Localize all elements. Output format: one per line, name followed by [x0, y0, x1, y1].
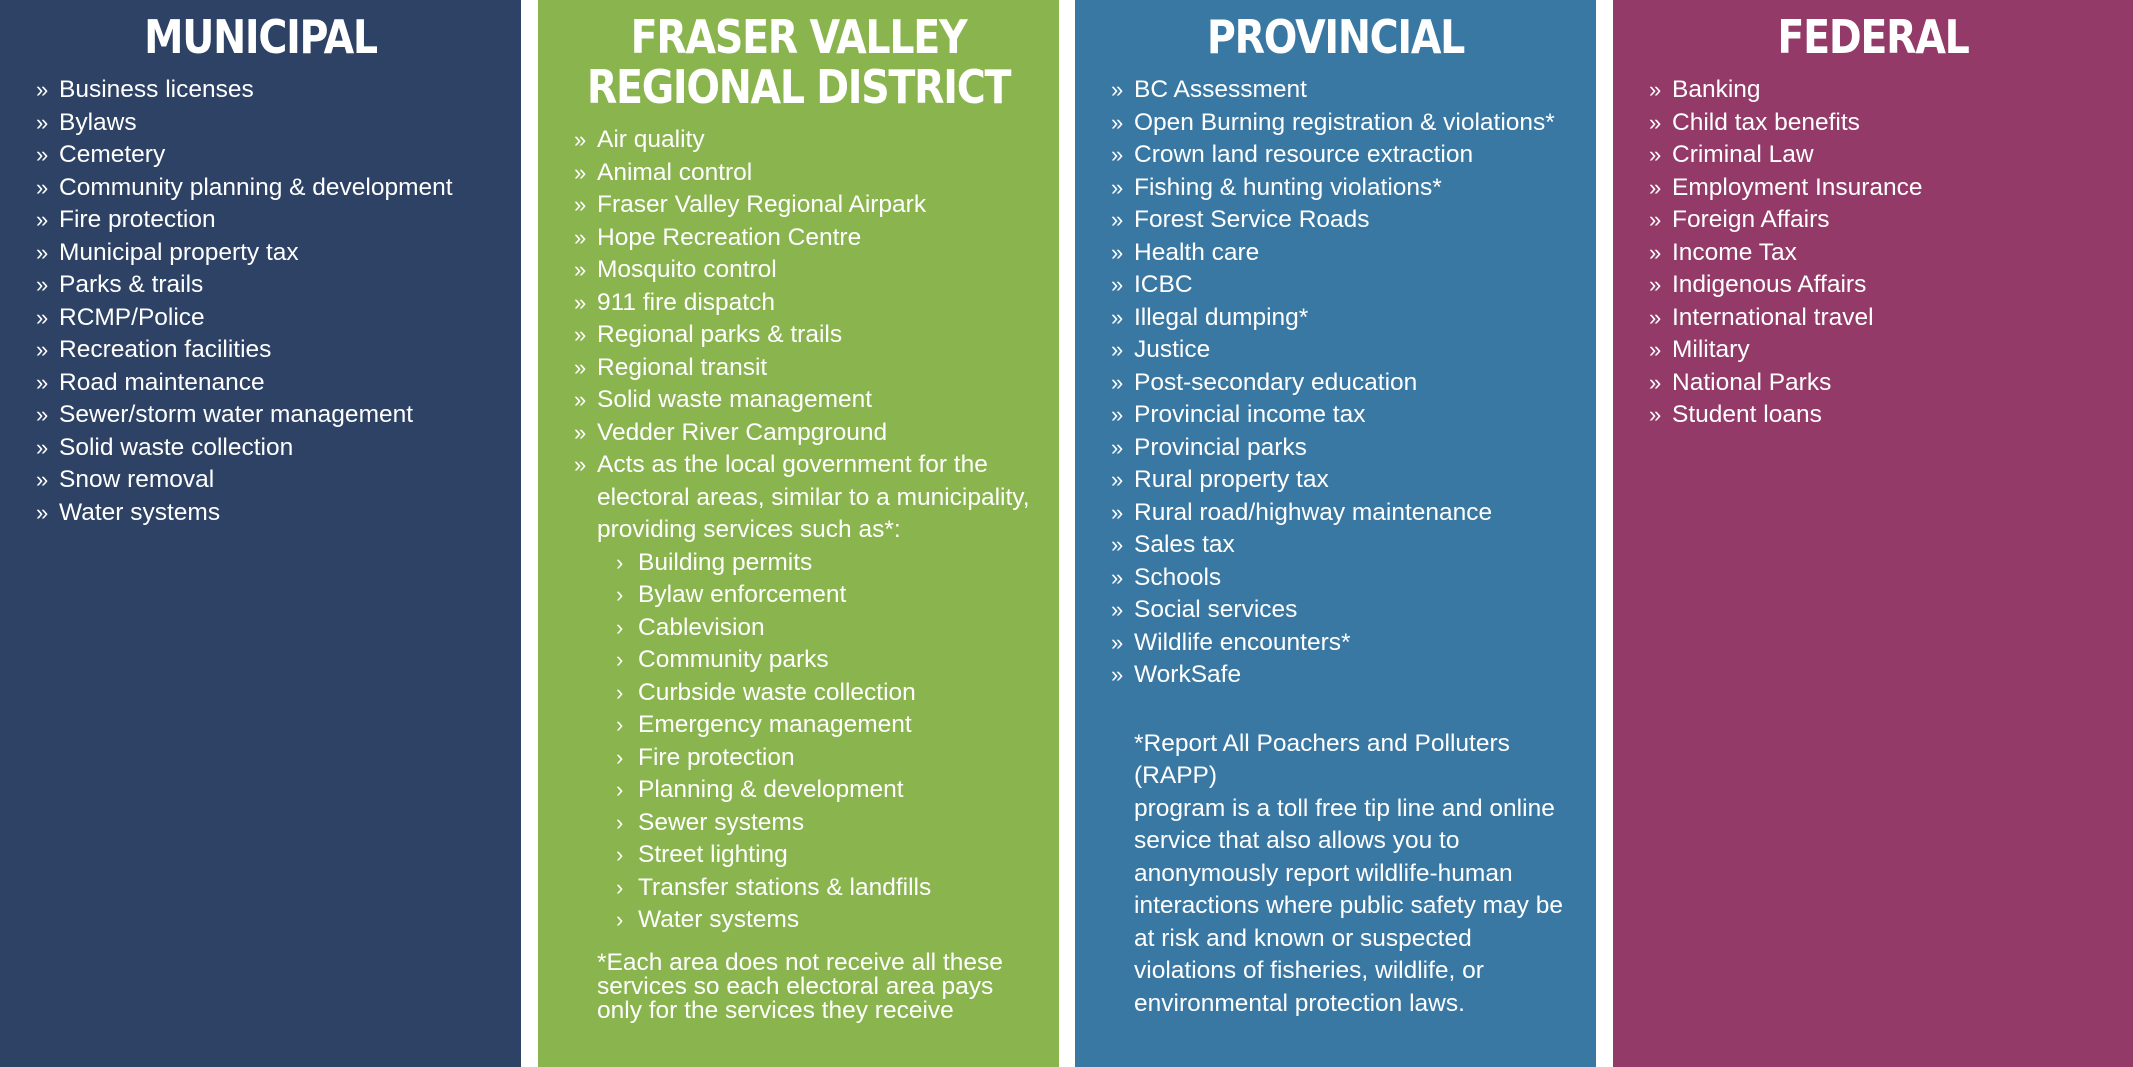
- list-item: [0, 139, 521, 172]
- bullet-icon: »: [36, 109, 49, 135]
- list-item: [1075, 399, 1596, 432]
- list-item: [1613, 204, 2133, 237]
- bullet-icon: »: [1649, 109, 1662, 135]
- list-item-text: Provincial parks: [1134, 433, 1307, 461]
- list-item: [1075, 594, 1596, 627]
- list-item: [1075, 432, 1596, 465]
- list-item-text: Regional transit: [597, 353, 768, 381]
- list-item: [0, 432, 521, 465]
- bullet-icon: »: [1111, 369, 1124, 395]
- list-item-text: Recreation facilities: [59, 336, 272, 363]
- list-item-text: BC Assessment: [1134, 76, 1307, 103]
- list-item-text: National Parks: [1672, 368, 1832, 396]
- bullet-icon: »: [36, 142, 49, 167]
- bullet-icon: »: [1111, 337, 1124, 362]
- list-item-text: Community planning & development: [59, 173, 453, 201]
- list-item-text: Water systems: [638, 906, 800, 933]
- list-item-text: Banking: [1672, 76, 1761, 103]
- list-item: [538, 547, 1059, 580]
- list-item: [1613, 237, 2133, 270]
- fvrd-sub-list: [538, 547, 1059, 937]
- bullet-icon: »: [1111, 272, 1124, 297]
- list-item-text: Business licenses: [59, 76, 254, 103]
- list-item: [538, 287, 1059, 320]
- municipal-title: MUNICIPAL: [144, 10, 377, 64]
- list-item: [1075, 627, 1596, 660]
- bullet-icon: »: [1111, 142, 1124, 167]
- bullet-icon: »: [574, 289, 587, 315]
- bullet-icon: »: [1111, 402, 1124, 427]
- list-item: [1075, 139, 1596, 172]
- list-item-text: Rural road/highway maintenance: [1134, 498, 1493, 526]
- list-item: [1613, 367, 2133, 400]
- bullet-icon: »: [1111, 109, 1124, 135]
- list-item: [1075, 204, 1596, 237]
- bullet-icon: »: [1111, 564, 1124, 590]
- list-item-text: Street lighting: [638, 841, 788, 868]
- list-item: [538, 579, 1059, 612]
- list-item-text: Child tax benefits: [1672, 108, 1860, 136]
- list-item: [0, 74, 521, 107]
- bullet-icon: »: [574, 452, 587, 477]
- bullet-icon: »: [36, 77, 49, 102]
- list-item-text: Curbside waste collection: [638, 678, 916, 706]
- list-item-text: Fishing & hunting violations*: [1134, 173, 1442, 201]
- list-item: [1613, 334, 2133, 367]
- list-item: [1613, 172, 2133, 205]
- list-item-text: Regional parks & trails: [597, 321, 843, 348]
- list-item-text: Income Tax: [1672, 238, 1797, 266]
- list-item: [1075, 529, 1596, 562]
- list-item-text: ICBC: [1134, 271, 1193, 298]
- list-item: [538, 904, 1059, 937]
- sub-bullet-icon: ›: [616, 582, 624, 607]
- list-item-text: Schools: [1134, 563, 1222, 591]
- bullet-icon: »: [36, 207, 49, 232]
- bullet-icon: »: [1649, 272, 1662, 297]
- list-item-text: Mosquito control: [597, 256, 777, 283]
- list-item: [0, 107, 521, 140]
- provincial-column: [1075, 0, 1596, 1067]
- list-item-text: Bylaw enforcement: [638, 581, 847, 608]
- bullet-icon: »: [36, 499, 49, 525]
- bullet-icon: »: [36, 402, 49, 427]
- list-item-text: Criminal Law: [1672, 141, 1814, 168]
- bullet-icon: »: [1649, 239, 1662, 265]
- list-item: [1075, 302, 1596, 335]
- fvrd-local-government-item: [538, 449, 1059, 547]
- list-item: [538, 157, 1059, 190]
- list-item: [538, 254, 1059, 287]
- list-item: [538, 384, 1059, 417]
- list-item-text: International travel: [1672, 303, 1874, 331]
- list-item: [1075, 269, 1596, 302]
- bullet-icon: »: [36, 272, 49, 297]
- list-item: [1075, 334, 1596, 367]
- list-item-text: Forest Service Roads: [1134, 206, 1370, 233]
- bullet-icon: »: [1111, 467, 1124, 492]
- bullet-icon: »: [574, 257, 587, 282]
- bullet-icon: »: [1649, 369, 1662, 395]
- provincial-list: [1075, 74, 1596, 692]
- list-item-text: Sewer/storm water management: [59, 401, 414, 428]
- bullet-icon: »: [1649, 77, 1662, 102]
- list-item-text: Open Burning registration & violations*: [1134, 108, 1555, 136]
- sub-bullet-icon: ›: [616, 874, 624, 900]
- bullet-icon: »: [1111, 239, 1124, 265]
- list-item-text: Wildlife encounters*: [1134, 628, 1351, 656]
- fvrd-title-line2: REGIONAL DISTRICT: [586, 60, 1011, 114]
- list-item: [1075, 464, 1596, 497]
- bullet-icon: »: [1649, 337, 1662, 362]
- list-item: [1075, 107, 1596, 140]
- bullet-icon: »: [574, 354, 587, 380]
- federal-title: FEDERAL: [1777, 10, 1969, 64]
- sub-bullet-icon: ›: [616, 614, 624, 640]
- bullet-icon: »: [1111, 304, 1124, 330]
- bullet-icon: »: [1649, 304, 1662, 330]
- bullet-icon: »: [574, 192, 587, 217]
- list-item: [0, 269, 521, 302]
- list-item: [1613, 399, 2133, 432]
- fvrd-title-line1: FRASER VALLEY: [630, 10, 967, 64]
- municipal-list: [0, 74, 521, 529]
- list-item-text: Military: [1672, 336, 1750, 363]
- list-item-text: Solid waste collection: [59, 433, 294, 461]
- bullet-icon: »: [1111, 629, 1124, 655]
- fvrd-list: [538, 124, 1059, 547]
- bullet-icon: »: [1111, 77, 1124, 102]
- fvrd-title: [574, 0, 1022, 112]
- list-item: [538, 319, 1059, 352]
- sub-bullet-icon: ›: [616, 809, 624, 835]
- list-item-text: Vedder River Campground: [597, 418, 888, 446]
- bullet-icon: »: [36, 434, 49, 460]
- bullet-icon: »: [1649, 174, 1662, 200]
- list-item: [538, 352, 1059, 385]
- federal-column: [1613, 0, 2133, 1067]
- list-item-text: Social services: [1134, 596, 1298, 623]
- list-item: [538, 677, 1059, 710]
- bullet-icon: »: [1111, 662, 1124, 687]
- bullet-icon: »: [36, 467, 49, 492]
- bullet-icon: »: [574, 387, 587, 412]
- list-item: [1075, 74, 1596, 107]
- bullet-icon: »: [36, 174, 49, 200]
- list-item: [0, 204, 521, 237]
- list-item: [1075, 562, 1596, 595]
- list-item-text: Health care: [1134, 238, 1260, 266]
- list-item: [538, 222, 1059, 255]
- bullet-icon: »: [574, 159, 587, 185]
- list-item-text: Emergency management: [638, 711, 912, 738]
- list-item: [1075, 237, 1596, 270]
- list-item: [1613, 74, 2133, 107]
- bullet-icon: »: [1111, 207, 1124, 232]
- list-item-text: Provincial income tax: [1134, 401, 1366, 428]
- list-item: [538, 124, 1059, 157]
- list-item-text: Water systems: [59, 498, 221, 526]
- list-item-text: Bylaws: [59, 108, 137, 136]
- list-item-text: Air quality: [597, 126, 705, 153]
- list-item: [538, 709, 1059, 742]
- sub-bullet-icon: ›: [616, 777, 624, 802]
- bullet-icon: »: [1111, 597, 1124, 622]
- sub-bullet-icon: ›: [616, 647, 624, 672]
- list-item: [1075, 172, 1596, 205]
- list-item-text: Student loans: [1672, 401, 1822, 428]
- bullet-icon: »: [1111, 499, 1124, 525]
- sub-bullet-icon: ›: [616, 712, 624, 737]
- list-item-text: Illegal dumping*: [1134, 303, 1309, 331]
- list-item: [538, 612, 1059, 645]
- bullet-icon: »: [1111, 174, 1124, 200]
- list-item: [0, 464, 521, 497]
- list-item-text: Parks & trails: [59, 271, 204, 298]
- list-item: [0, 334, 521, 367]
- list-item-text: Solid waste management: [597, 386, 873, 413]
- list-item: [0, 302, 521, 335]
- bullet-icon: »: [1649, 402, 1662, 427]
- bullet-icon: »: [36, 304, 49, 330]
- list-item: [538, 644, 1059, 677]
- bullet-icon: »: [36, 337, 49, 362]
- bullet-icon: »: [574, 322, 587, 347]
- list-item: [1613, 269, 2133, 302]
- provincial-title: PROVINCIAL: [1206, 10, 1465, 64]
- list-item-text: Rural property tax: [1134, 466, 1329, 493]
- list-item-text: Animal control: [597, 158, 753, 186]
- bullet-icon: »: [1111, 434, 1124, 460]
- bullet-icon: »: [1649, 207, 1662, 232]
- list-item-text: Fire protection: [638, 743, 795, 771]
- rapp-note: [1075, 728, 1596, 1021]
- list-item-text: 911 fire dispatch: [597, 288, 775, 316]
- list-item-text: WorkSafe: [1134, 661, 1242, 688]
- federal-list: [1613, 74, 2133, 432]
- list-item-text: Justice: [1134, 336, 1211, 363]
- list-item: [1075, 497, 1596, 530]
- list-item-text: Foreign Affairs: [1672, 206, 1830, 233]
- bullet-icon: »: [574, 224, 587, 250]
- list-item-text: Snow removal: [59, 466, 215, 493]
- bullet-icon: »: [574, 127, 587, 152]
- list-item: [1075, 367, 1596, 400]
- list-item: [1613, 139, 2133, 172]
- sub-bullet-icon: ›: [616, 549, 624, 575]
- list-item-text: Municipal property tax: [59, 238, 299, 266]
- list-item: [538, 839, 1059, 872]
- list-item: [538, 189, 1059, 222]
- list-item-text: Fire protection: [59, 206, 216, 233]
- bullet-icon: »: [1111, 532, 1124, 557]
- list-item-text: Employment Insurance: [1672, 173, 1923, 201]
- fvrd-local-government-text: Acts as the local government for the electoral areas, similar to a municipality, providing services such as*:: [597, 451, 1030, 543]
- list-item: [1075, 659, 1596, 692]
- list-item-text: Building permits: [638, 548, 813, 576]
- list-item-text: RCMP/Police: [59, 303, 205, 331]
- list-item-text: Transfer stations & landfills: [638, 873, 932, 901]
- sub-bullet-icon: ›: [616, 907, 624, 932]
- list-item-text: Road maintenance: [59, 368, 265, 396]
- bullet-icon: »: [36, 369, 49, 395]
- list-item-text: Sales tax: [1134, 531, 1235, 558]
- list-item: [0, 237, 521, 270]
- list-item-text: Community parks: [638, 646, 829, 673]
- bullet-icon: »: [36, 239, 49, 265]
- list-item-text: Indigenous Affairs: [1672, 271, 1867, 298]
- list-item-text: Post-secondary education: [1134, 368, 1418, 396]
- list-item-text: Sewer systems: [638, 808, 805, 836]
- sub-bullet-icon: ›: [616, 744, 624, 770]
- list-item: [0, 399, 521, 432]
- list-item-text: Fraser Valley Regional Airpark: [597, 191, 927, 218]
- rapp-note-heading: *Report All Poachers and Polluters (RAPP): [1134, 729, 1510, 789]
- list-item: [0, 367, 521, 400]
- list-item-text: Cemetery: [59, 141, 166, 168]
- sub-bullet-icon: ›: [616, 679, 624, 705]
- bullet-icon: »: [574, 419, 587, 445]
- list-item-text: Crown land resource extraction: [1134, 141, 1474, 168]
- list-item: [538, 807, 1059, 840]
- municipal-column: [0, 0, 521, 1067]
- list-item: [538, 774, 1059, 807]
- list-item: [538, 417, 1059, 450]
- fvrd-note: *Each area does not receive all these services so each electoral area pays only for the services they receive: [597, 948, 1003, 1024]
- sub-bullet-icon: ›: [616, 842, 624, 867]
- list-item: [538, 742, 1059, 775]
- list-item: [0, 497, 521, 530]
- list-item-text: Cablevision: [638, 613, 765, 641]
- list-item-text: Planning & development: [638, 776, 904, 803]
- list-item: [538, 872, 1059, 905]
- rapp-note-body: program is a toll free tip line and online service that also allows you to anonymously report wildlife-human interactions where public safety may be at risk and known or suspected violations of fisheries, wildlife, or environmental protection laws.: [1134, 794, 1563, 1017]
- list-item: [0, 172, 521, 205]
- fvrd-column: [538, 0, 1059, 1067]
- list-item: [1613, 302, 2133, 335]
- list-item: [1613, 107, 2133, 140]
- bullet-icon: »: [1649, 142, 1662, 167]
- list-item-text: Hope Recreation Centre: [597, 223, 862, 251]
